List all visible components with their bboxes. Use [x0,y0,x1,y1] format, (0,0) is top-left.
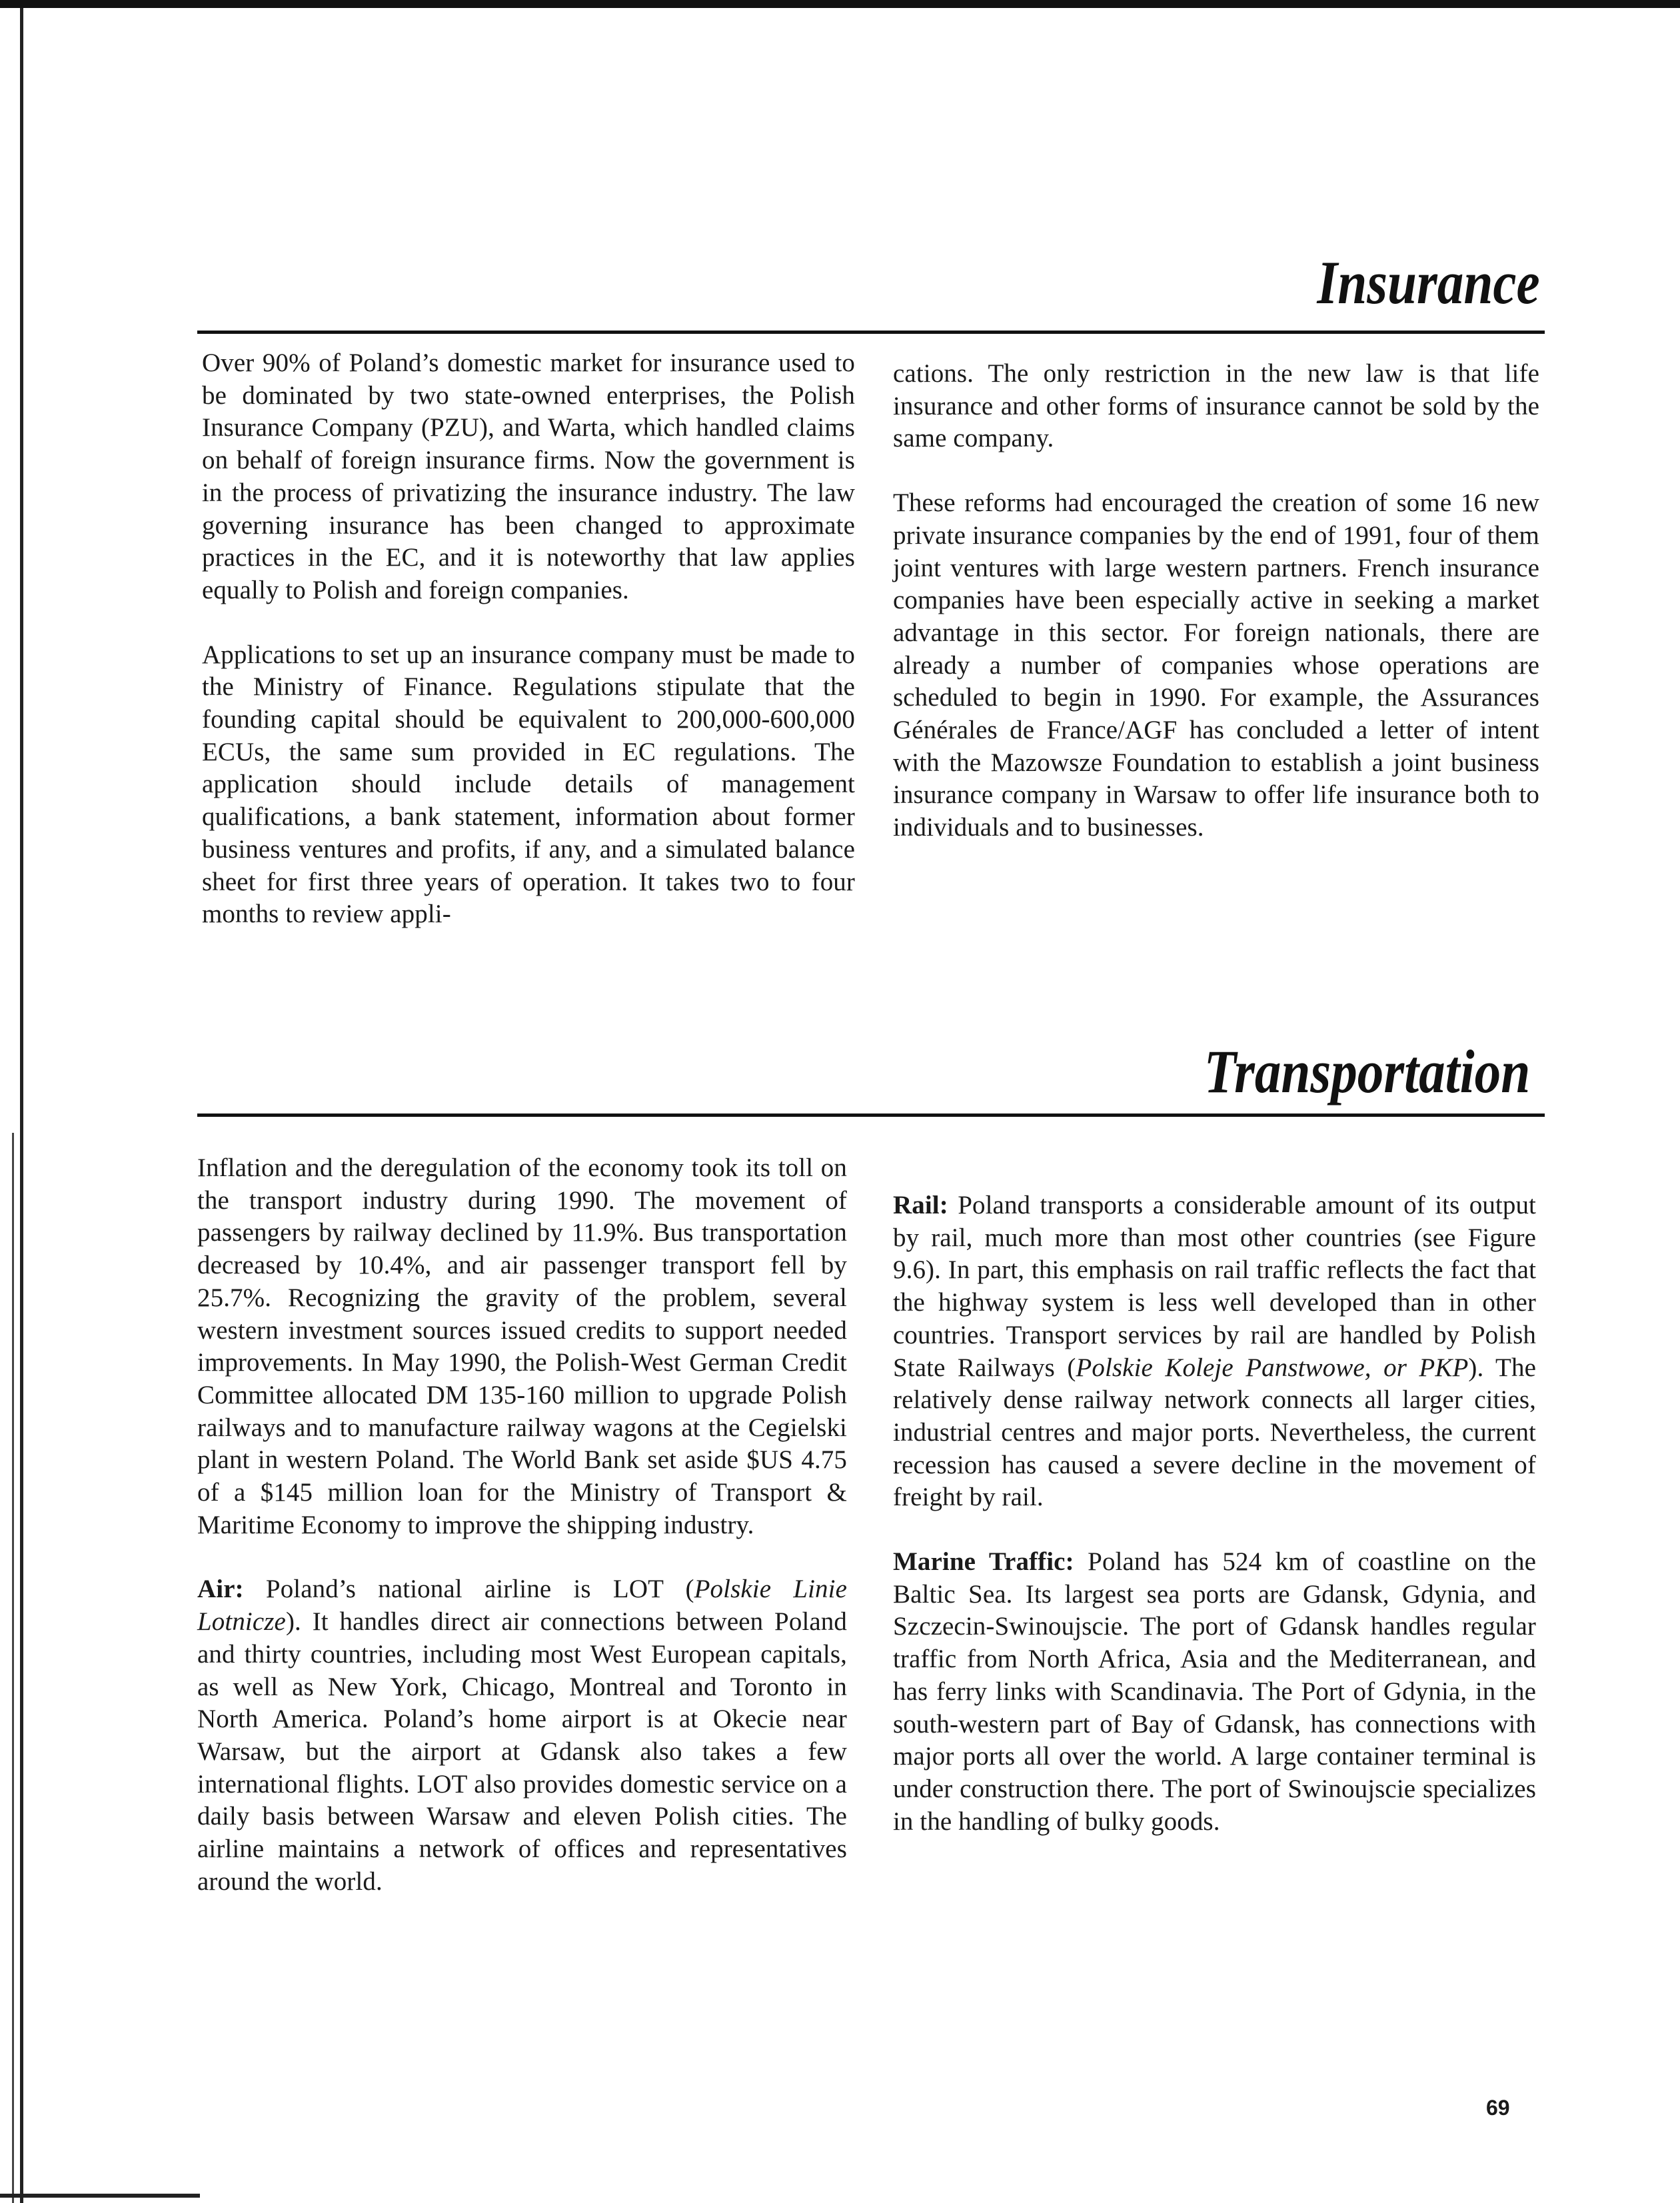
insurance-right-column [893,358,1539,876]
rail-paragraph [893,1189,1536,1514]
insurance-heading: Insurance [1317,249,1540,317]
insurance-rule [197,331,1545,334]
insurance-paragraph-4: These reforms had encouraged the creation of some 16 new private insurance companies by the end of 1991, four of them joint ventures with large western partners. French insurance companies have been especially active in seeking a market advantage in this sector. For foreign nationals, there are already a number of companies whose operations are scheduled to begin in 1990. For example, the Assurances Générales de France/AGF has concluded a letter of intent with the Mazowsze Foundation to establish a joint business insurance company in Warsaw to offer life insurance both to individuals and to businesses. [893,488,1539,842]
air-lead: Air: [197,1575,244,1604]
air-italic: Polskie Linie Lotnicze [197,1575,847,1637]
marine-paragraph [893,1546,1536,1838]
scan-edge-left-inner [12,1133,14,2203]
transportation-right-column [893,1189,1536,1870]
transportation-heading: Transportation [1204,1038,1530,1105]
transportation-intro: Inflation and the deregulation of the economy took its toll on the transport industry during 1990. The movement of passengers by railway declined by 11.9%. Bus transportation decreased by 10.4%, and air passenger transport fell by 25.7%. Recognizing the gravity of the problem, several western investment sources issued credits to support needed improvements. In May 1990, the Polish-West German Credit Committee allocated DM 135-160 million to upgrade Polish railways and to manufacture railway wagons at the Cegielski plant in western Poland. The World Bank set aside $US 4.75 of a $145 million loan for the Ministry of Transport & Maritime Economy to improve the shipping industry. [197,1153,847,1539]
insurance-paragraph-2: Applications to set up an insurance company must be made to the Ministry of Finance. Regulations stipulate that the founding capital should be equivalent to 200,000-600,000 ECUs, the same sum provided in EC regulations. The application should include details of management qualifications, a bank statement, information about former business ventures and profits, if any, and a simulated balance sheet for first three years of operation. It takes two to four months to review appli- [202,640,855,929]
rail-lead: Rail: [893,1191,948,1219]
marine-lead: Marine Traffic: [893,1547,1074,1577]
transportation-rule [197,1113,1545,1117]
rail-text-1: Poland transports a considerable amount of its output by rail, much more than most other countries (see Figure 9.6). In part, this emphasis on rail traffic reflects the fact that the highway system is less well developed than in other countries. Transport services by rail are handled by Polish State Railways ( [893,1191,1536,1382]
insurance-paragraph-1: Over 90% of Poland’s domestic market for insurance used to be dominated by two state-owned enterprises, the Polish Insurance Company (PZU), and Warta, which handled claims on behalf of foreign insurance firms. Now the government is in the process of privatizing the insurance industry. The law governing insurance has been changed to approximate practices in the EC, and it is noteworthy that law applies equally to Polish and foreign companies. [202,349,855,604]
insurance-paragraph-3: cations. The only restriction in the new law is that life insurance and other forms of insurance cannot be sold by the same company. [893,359,1539,453]
rail-text-2: ). The relatively dense railway network connects all larger cities, industrial centres and major ports. Nevertheless, the current recession has caused a severe decline in the movement of freight by rail. [893,1353,1536,1512]
air-text-2: ). It handles direct air connections between Poland and thirty countries, including most West European capitals, as well as New York, Chicago, Montreal and Toronto in North America. Poland’s home airport is at Okecie near Warsaw, but the airport at Gdansk also takes a few international flights. LOT also provides domestic service on a daily basis between Warsaw and eleven Polish cities. The airline maintains a network of offices and representatives around the world. [197,1607,847,1896]
scan-edge-left [20,8,23,2203]
scan-edge-bottom [0,2194,200,2198]
air-text-1: Poland’s national airline is LOT ( [243,1575,694,1604]
page-number: 69 [1486,2096,1510,2120]
insurance-left-column [202,347,855,963]
scan-edge-top [0,0,1680,8]
rail-italic: Polskie Koleje Panstwowe, or PKP [1076,1353,1469,1382]
transportation-left-column [197,1152,847,1930]
air-paragraph [197,1573,847,1898]
marine-text: Poland has 524 km of coastline on the Baltic Sea. Its largest sea ports are Gdansk, Gdynia, and Szczecin-Swinoujscie. The port of Gdansk handles regular traffic from North Africa, Asia and the Mediterranean, and has ferry links with Scandinavia. The Port of Gdynia, in the south-western part of Bay of Gdansk, has connections with major ports all over the world. A large container terminal is under construction there. The port of Swinoujscie specializes in the handling of bulky goods. [893,1547,1536,1836]
